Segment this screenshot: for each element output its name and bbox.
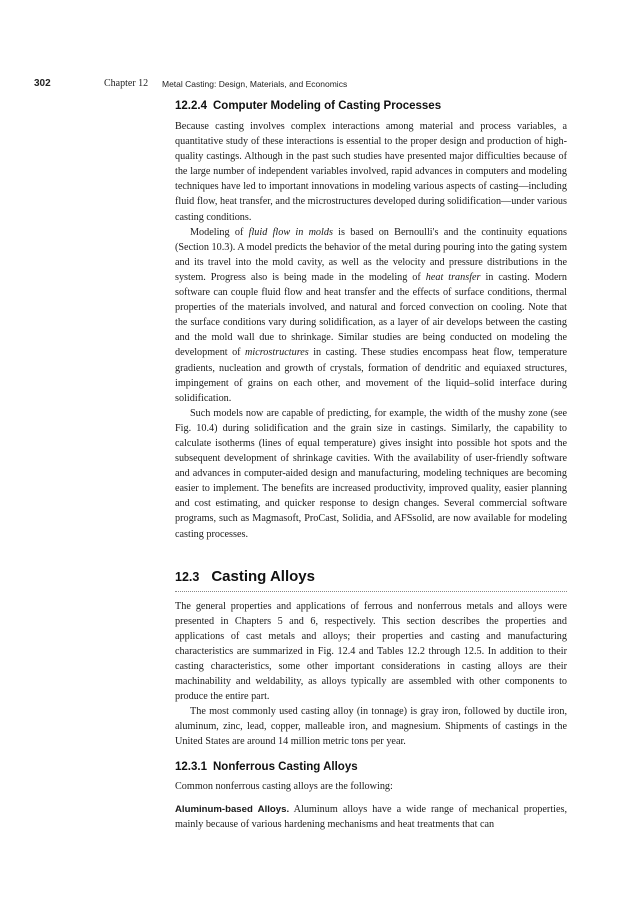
aluminum-text: Aluminum alloys have a wide range of mechanical properties, mainly because of various hardening mechanisms and heat treatments that can [175,803,568,830]
chapter-title: Metal Casting: Design, Materials, and Economics [162,79,348,89]
p2-emphasis-microstructures: microstructures [245,347,309,359]
p2-text-b: is based on Bernoulli's and the continuity equations (Section 10.3). A model predicts the behavior of the metal during pouring into the gating system and its travel into the mold cavity, as well as the velocity and pressure distributions in the system. Progress also is being made in the modeling of [175,226,567,283]
p2-emphasis-heat-transfer: heat transfer [425,271,481,283]
heading-12-2-4 [175,100,567,112]
heading-12-2-4-title: Computer Modeling of Casting Processes [212,100,442,112]
paragraph-nonferrous-intro: Common nonferrous casting alloys are the following: [175,780,393,792]
runin-aluminum-heading: Aluminum-based Alloys. [175,803,290,815]
heading-12-3-1 [175,761,567,773]
paragraph-casting-alloys-intro: The general properties and applications of ferrous and nonferrous metals and alloys were presented in Chapters 5 and 6, respectively. This section describes the properties and applications of cast metals and alloys; their properties and casting and manufacturing characteristics are summarized in Fig. 12.4 and Tables 12.2 through 12.5. In addition to their casting characteristics, some other important considerations in casting alloys are their machinability and weldability, as alloys typically are assembled with other components to produce the entire part. [175,600,567,703]
heading-12-3 [175,568,567,585]
heading-12-2-4-number: 12.2.4 [175,100,207,112]
heading-12-3-title: Casting Alloys [211,567,315,585]
heading-12-3-number: 12.3 [175,569,200,584]
chapter-label: Chapter 12 [104,78,149,89]
heading-12-3-1-title: Nonferrous Casting Alloys [212,760,358,773]
p2-text-a: Modeling of [190,226,249,238]
paragraph-modeling-intro: Because casting involves complex interactions among material and process variables, a quantitative study of these interactions is essential to the proper design and production of high-quality castings. Although in the past such studies have presented major difficulties because of the large number of independent variables involved, rapid advances in computers and modeling techniques have led to important innovations in modeling various aspects of casting—including fluid flow, heat transfer, and the microstructures developed during solidification—under various casting conditions. [175,121,567,223]
paragraph-common-alloys: The most commonly used casting alloy (in tonnage) is gray iron, followed by ductile iron, aluminum, zinc, lead, copper, malleable iron, and magnesium. Shipments of castings in the United States are around 14 million metric tons per year. [175,706,567,748]
heading-12-3-1-number: 12.3.1 [175,760,207,773]
p2-text-c: in casting. Modern software can couple fluid flow and heat transfer and the effects of surface conditions, thermal properties of the materials involved, and natural and forced convection on cooling. Note that the surface conditions vary during solidification, as a layer of air develops between the casting and the mold wall due to shrinkage. Similar studies are being conducted on modeling the development of [175,271,567,359]
paragraph-model-capabilities: Such models now are capable of predicting, for example, the width of the mushy zone (see Fig. 10.4) during solidification and the grain size in castings. Similarly, the capability to calculate isotherms (lines of equal temperature) gives insight into possible hot spots and the subsequent development of shrinkage cavities. With the availability of user-friendly software and advances in computer-aided design and manufacturing, modeling techniques are becoming easier to implement. The benefits are increased productivity, improved quality, easier planning and cost estimating, and quicker response to design changes. Several commercial software programs, such as Magmasoft, ProCast, Solidia, and AFSsolid, are now available for modeling casting processes. [175,407,567,540]
paragraph-fluid-flow [175,225,567,406]
page-number: 302 [34,78,51,89]
p2-emphasis-fluid-flow: fluid flow in molds [248,226,333,238]
running-head [34,78,594,92]
p2-text-d: in casting. These studies encompass heat flow, temperature gradients, nucleation and growth of crystals, formation of dendritic and equiaxed structures, impingement of grains on each other, and movement of the liquid–solid interface during solidification. [175,347,568,404]
paragraph-aluminum-alloys [175,802,567,832]
section-divider [175,591,567,592]
main-content [175,100,567,832]
